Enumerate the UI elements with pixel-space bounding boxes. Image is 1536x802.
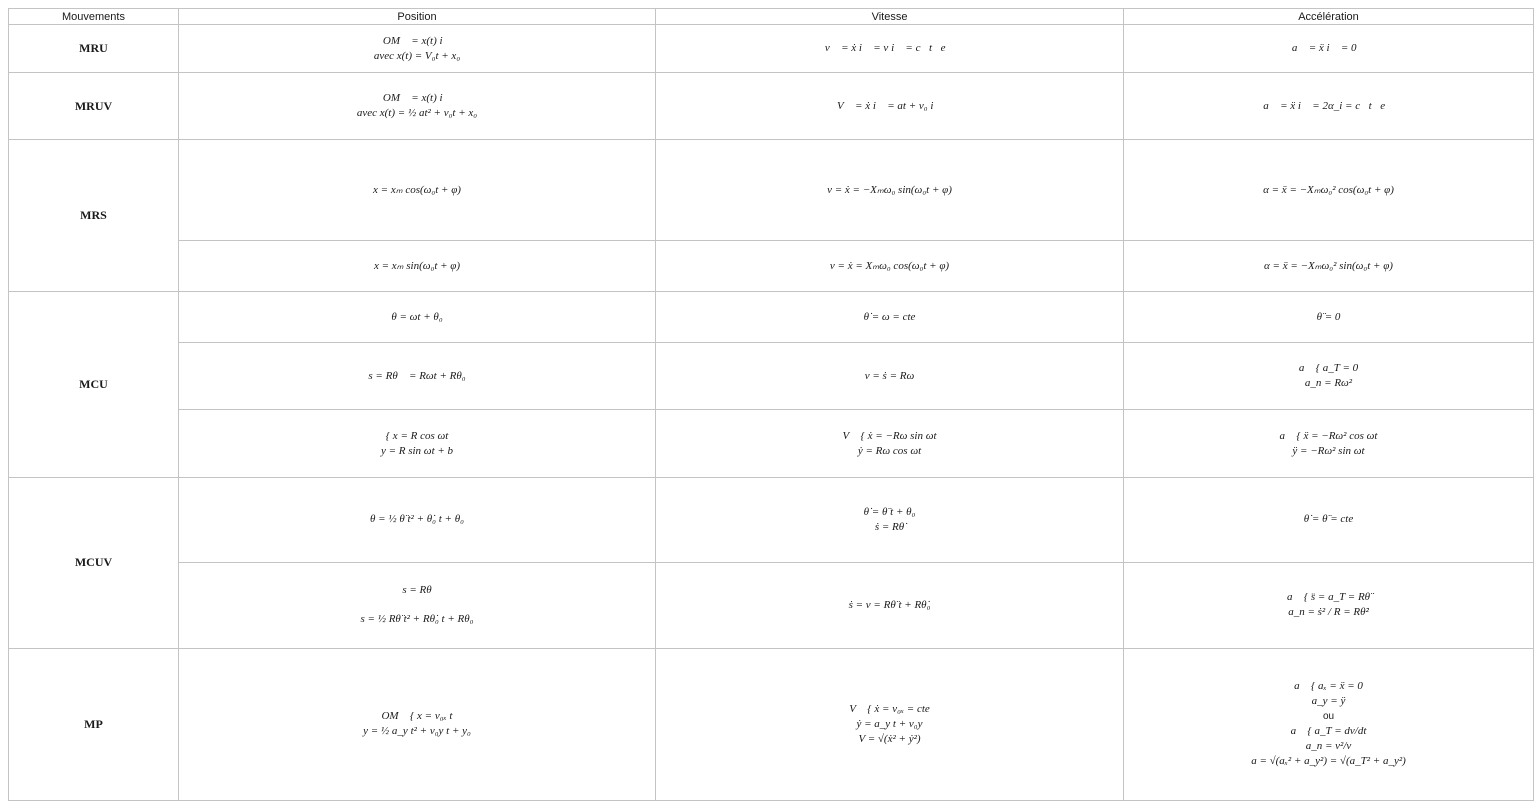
cell-mrs2-acceleration: α = ẍ = −Xₘω₀² sin(ω₀t + φ) — [1124, 241, 1534, 292]
cell-mruv-vitesse: V⃗ = ẋ i⃗ = at + v₀ i⃗ — [656, 73, 1124, 140]
cell-mp-acceleration: a⃗ { aₓ = ẍ = 0 a_y = ÿ ou a⃗ { a_T = dv/dt a_n = v²/v a = √(aₓ² + a_y²) = √(a_T² + a_y²) — [1124, 648, 1534, 800]
table-row — [9, 140, 1534, 241]
cell-mcu2-position: s = Rθ⃗ = Rωt + Rθ₀ — [179, 343, 656, 410]
table-row — [9, 292, 1534, 343]
table-row — [9, 25, 1534, 73]
cell-mcuv2-acceleration: a⃗ { s̈ = a_T = Rθ̈ a_n = ṡ² / R = Rθ̇² — [1124, 562, 1534, 648]
cell-mcuv2-position: s = Rθ s = ½ Rθ̈ t² + Rθ̇₀ t + Rθ₀ — [179, 562, 656, 648]
cell-mcuv1-vitesse: θ̇ = θ̈ t + θ₀ ṡ = Rθ̇ — [656, 477, 1124, 562]
movement-mcu: MCU — [9, 292, 179, 477]
cell-mcu1-position: θ = ωt + θ₀ — [179, 292, 656, 343]
cell-mcu1-vitesse: θ̇ = ω = cte — [656, 292, 1124, 343]
cell-mcu3-vitesse: V⃗ { ẋ = −Rω sin ωt ẏ = Rω cos ωt — [656, 410, 1124, 477]
cell-mcu2-acceleration: a⃗ { a_T = 0 a_n = Rω² — [1124, 343, 1534, 410]
header-acceleration: Accélération — [1124, 9, 1534, 25]
cell-mcuv1-position: θ = ½ θ̈ t² + θ̇₀ t + θ₀ — [179, 477, 656, 562]
cell-mp-position: OM⃗ { x = v₀ₓ t y = ½ a_y t² + v₀y t + y₀ — [179, 648, 656, 800]
cell-mrs1-vitesse: v = ẋ = −Xₘω₀ sin(ω₀t + φ) — [656, 140, 1124, 241]
cell-mcuv1-acceleration: θ̇ = θ̈ = cte — [1124, 477, 1534, 562]
cell-mp-vitesse: V⃗ { ẋ = v₀ₓ = cte ẏ = a_y t + v₀y V = √(ẋ² + ẏ²) — [656, 648, 1124, 800]
motion-formulas-table — [8, 8, 1534, 801]
table-row — [9, 477, 1534, 562]
cell-mcu1-acceleration: θ̈ = 0 — [1124, 292, 1534, 343]
cell-mruv-acceleration: a⃗ = ẍ i⃗ = 2α_i = c⃗t⃗e⃗ — [1124, 73, 1534, 140]
table-row — [9, 648, 1534, 800]
header-vitesse: Vitesse — [656, 9, 1124, 25]
cell-mru-acceleration: a⃗ = ẍ i⃗ = 0⃗ — [1124, 25, 1534, 73]
table-row — [9, 73, 1534, 140]
movement-mrs: MRS — [9, 140, 179, 292]
table-row — [9, 343, 1534, 410]
cell-mrs2-position: x = xₘ sin(ω₀t + φ) — [179, 241, 656, 292]
cell-mru-position: OM⃗ = x(t) i⃗ avec x(t) = V₀t + x₀ — [179, 25, 656, 73]
table-row — [9, 410, 1534, 477]
cell-mcu3-acceleration: a⃗ { ẍ = −Rω² cos ωt ÿ = −Rω² sin ωt — [1124, 410, 1534, 477]
movement-mcuv: MCUV — [9, 477, 179, 648]
cell-mcu3-position: { x = R cos ωt y = R sin ωt + b — [179, 410, 656, 477]
cell-mcuv2-vitesse: ṡ = v = Rθ̈ t + Rθ̇₀ — [656, 562, 1124, 648]
header-movements: Mouvements — [9, 9, 179, 25]
cell-mrs1-acceleration: α = ẍ = −Xₘω₀² cos(ω₀t + φ) — [1124, 140, 1534, 241]
cell-mrs2-vitesse: v = ẋ = Xₘω₀ cos(ω₀t + φ) — [656, 241, 1124, 292]
table-row — [9, 562, 1534, 648]
header-position: Position — [179, 9, 656, 25]
cell-mrs1-position: x = xₘ cos(ω₀t + φ) — [179, 140, 656, 241]
cell-mru-vitesse: v⃗ = ẋ i⃗ = v i⃗ = c⃗t⃗e⃗ — [656, 25, 1124, 73]
cell-mruv-position: OM⃗ = x(t) i⃗ avec x(t) = ½ at² + v₀t + x₀ — [179, 73, 656, 140]
movement-mru: MRU — [9, 25, 179, 73]
movement-mruv: MRUV — [9, 73, 179, 140]
header-row — [9, 9, 1534, 25]
movement-mp: MP — [9, 648, 179, 800]
cell-mcu2-vitesse: v = ṡ = Rω — [656, 343, 1124, 410]
table-row — [9, 241, 1534, 292]
